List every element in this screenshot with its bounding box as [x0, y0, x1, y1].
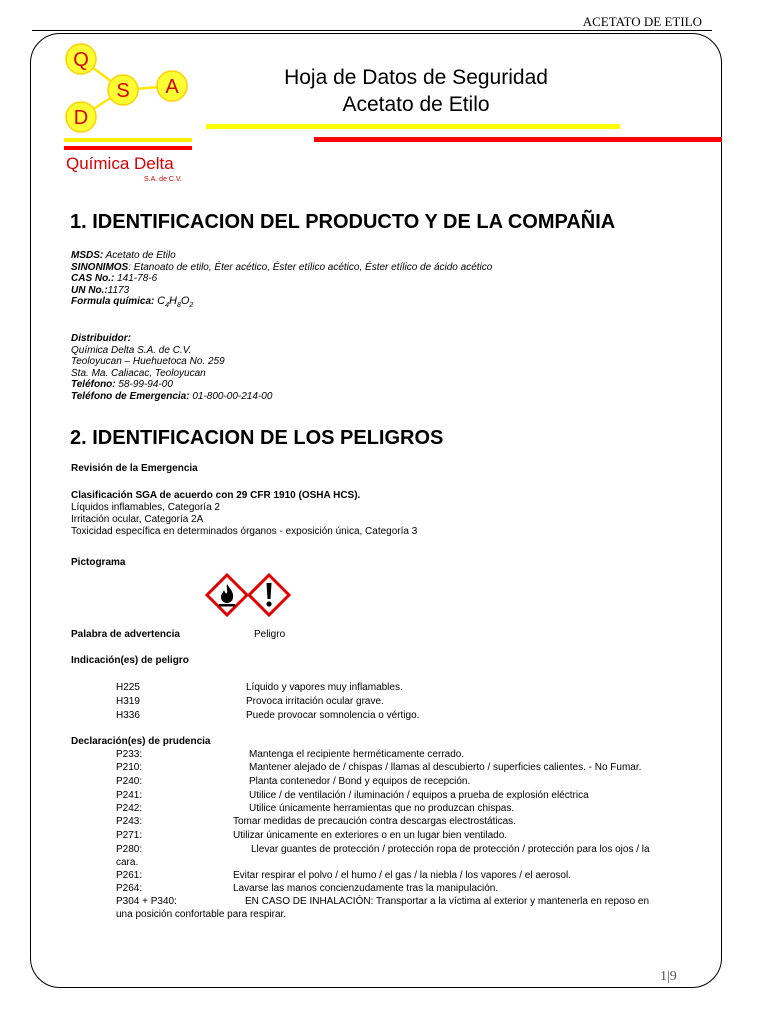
- msds-value: Acetato de Etilo: [103, 250, 176, 261]
- precaution-code: P210:: [116, 762, 143, 773]
- exclamation-icon: [247, 573, 291, 617]
- hazard-code: H225: [116, 682, 140, 693]
- address-line-3: Sta. Ma. Caliacac, Teoloyucan: [71, 367, 206, 379]
- logo-yellow-bar: [64, 138, 192, 142]
- precaution-text: Tomar medidas de precaución contra descargas electrostáticas.: [233, 816, 516, 827]
- precaution-code: P242:: [116, 803, 143, 814]
- precaution-code: P243:: [116, 816, 143, 827]
- signal-word: Peligro: [254, 629, 286, 640]
- emergencia-line: [71, 391, 272, 403]
- hazard-code: H336: [116, 710, 140, 721]
- precaution-code: P240:: [116, 776, 143, 787]
- precaution-text-continued: cara.: [116, 857, 139, 868]
- precaution-code: P304 + P340:: [116, 896, 177, 907]
- page-number: 1|9: [660, 969, 677, 984]
- title-red-band: [314, 137, 722, 142]
- pictograma-label: Pictograma: [71, 557, 126, 568]
- precaution-text-continued: una posición confortable para respirar.: [116, 909, 287, 920]
- title-line-2: Acetato de Etilo: [342, 93, 490, 116]
- msds-label: MSDS:: [71, 250, 104, 261]
- section-1-heading: 1. IDENTIFICACION DEL PRODUCTO Y DE LA COMPAÑIA: [70, 211, 616, 233]
- telefono-label: Teléfono:: [71, 379, 116, 390]
- precaution-text: Evitar respirar el polvo / el humo / el gas / la niebla / los vapores / el aerosol.: [233, 870, 571, 881]
- telefono-line: [71, 379, 272, 391]
- precaution-code: P271:: [116, 830, 143, 841]
- indicacion-label: Indicación(es) de peligro: [71, 655, 189, 666]
- precaution-text: Lavarse las manos concienzudamente tras la manipulación.: [233, 883, 499, 894]
- logo-company-sub: S.A. de C.V.: [144, 176, 182, 183]
- hazard-text: Líquido y vapores muy inflamables.: [246, 682, 403, 693]
- emergencia-label: Teléfono de Emergencia:: [71, 390, 190, 402]
- revision-heading: Revisión de la Emergencia: [71, 463, 198, 474]
- chemical-formula: $C_4H_8O_2$: [157, 295, 194, 310]
- address-line-2: Teoloyucan – Huehuetoca No. 259: [71, 356, 225, 367]
- sinonimos-value: : Etanoato de etilo, Éter acético, Éster etílico acético, Éster etílico de ácido acético: [128, 261, 493, 273]
- logo-letter-q: Q: [73, 49, 89, 71]
- sinonimos-label: SINONIMOS: [71, 261, 129, 273]
- hazard-text: Provoca irritación ocular grave.: [246, 696, 384, 707]
- distribuidor-label: Distribuidor:: [71, 333, 131, 344]
- hazard-row: [116, 682, 456, 696]
- un-label: UN No.:: [71, 284, 108, 296]
- palabra-label: Palabra de advertencia: [71, 629, 180, 640]
- classification-item: Irritación ocular, Categoría 2A: [71, 514, 204, 525]
- classification-item: Líquidos inflamables, Categoría 2: [71, 502, 220, 513]
- precaution-text: Utilice únicamente herramientas que no produzcan chispas.: [249, 803, 515, 814]
- classification-item: Toxicidad específica en determinados órganos - exposición única, Categoría 3: [71, 526, 418, 537]
- msds-line: [71, 250, 492, 262]
- hazard-row: [116, 710, 456, 724]
- cas-line: [71, 273, 492, 285]
- classification-block: [71, 490, 417, 538]
- logo-red-bar: [64, 146, 192, 150]
- un-value: 1173: [107, 284, 130, 296]
- logo-letter-a: A: [165, 76, 179, 98]
- address-line-1: Química Delta S.A. de C.V.: [71, 344, 192, 356]
- precaution-code: P261:: [116, 870, 143, 881]
- classification-heading: Clasificación SGA de acuerdo con 29 CFR 1910 (OSHA HCS).: [71, 490, 361, 501]
- precaution-text: Llevar guantes de protección / protección ropa de protección / protección para los ojos / la: [251, 844, 650, 855]
- cas-value: 141-78-6: [114, 273, 158, 284]
- hazard-text: Puede provocar somnolencia o vértigo.: [246, 710, 420, 721]
- precaution-code: P241:: [116, 790, 143, 801]
- precaution-code: P264:: [116, 883, 143, 894]
- telefono-value: 58-99-94-00: [115, 379, 173, 390]
- document-title: [260, 64, 572, 118]
- logo-letter-s: S: [116, 80, 130, 102]
- running-head: ACETATO DE ETILO: [582, 14, 702, 29]
- formula-line: [71, 296, 492, 312]
- logo-letter-d: D: [73, 107, 89, 129]
- precaution-code: P280:: [116, 844, 143, 855]
- logo-company-name: Química Delta: [66, 154, 174, 173]
- declaracion-label: Declaración(es) de prudencia: [71, 736, 211, 747]
- un-line: [71, 285, 492, 297]
- header-rule: [32, 30, 712, 31]
- emergencia-value: 01-800-00-214-00: [189, 390, 273, 402]
- product-info: [71, 250, 492, 312]
- precaution-text: Utilice / de ventilación / iluminación / equipos a prueba de explosión eléctrica: [249, 790, 589, 801]
- precaution-text: Planta contenedor / Bond y equipos de recepción.: [249, 776, 471, 787]
- precaution-text: Mantener alejado de / chispas / llamas al descubierto / superficies calientes. - No Fumar.: [249, 762, 642, 773]
- title-yellow-band: [206, 124, 620, 129]
- hazard-list: [116, 682, 456, 724]
- cas-label: CAS No.:: [71, 273, 115, 284]
- hazard-code: H319: [116, 696, 140, 707]
- sinonimos-line: [71, 262, 492, 274]
- hazard-row: [116, 696, 456, 710]
- title-line-1: Hoja de Datos de Seguridad: [284, 66, 548, 89]
- precaution-code: P233:: [116, 749, 143, 760]
- precaution-text: Mantenga el recipiente herméticamente cerrado.: [249, 749, 465, 760]
- precaution-text: Utilizar únicamente en exteriores o en un lugar bien ventilado.: [233, 830, 508, 841]
- formula-label: Formula química:: [71, 296, 155, 307]
- precaution-text: EN CASO DE INHALACIÓN: Transportar a la víctima al exterior y mantenerla en reposo en: [245, 896, 650, 907]
- distributor-info: [71, 333, 272, 402]
- section-2-heading: 2. IDENTIFICACION DE LOS PELIGROS: [70, 427, 444, 449]
- flame-icon: [205, 573, 249, 617]
